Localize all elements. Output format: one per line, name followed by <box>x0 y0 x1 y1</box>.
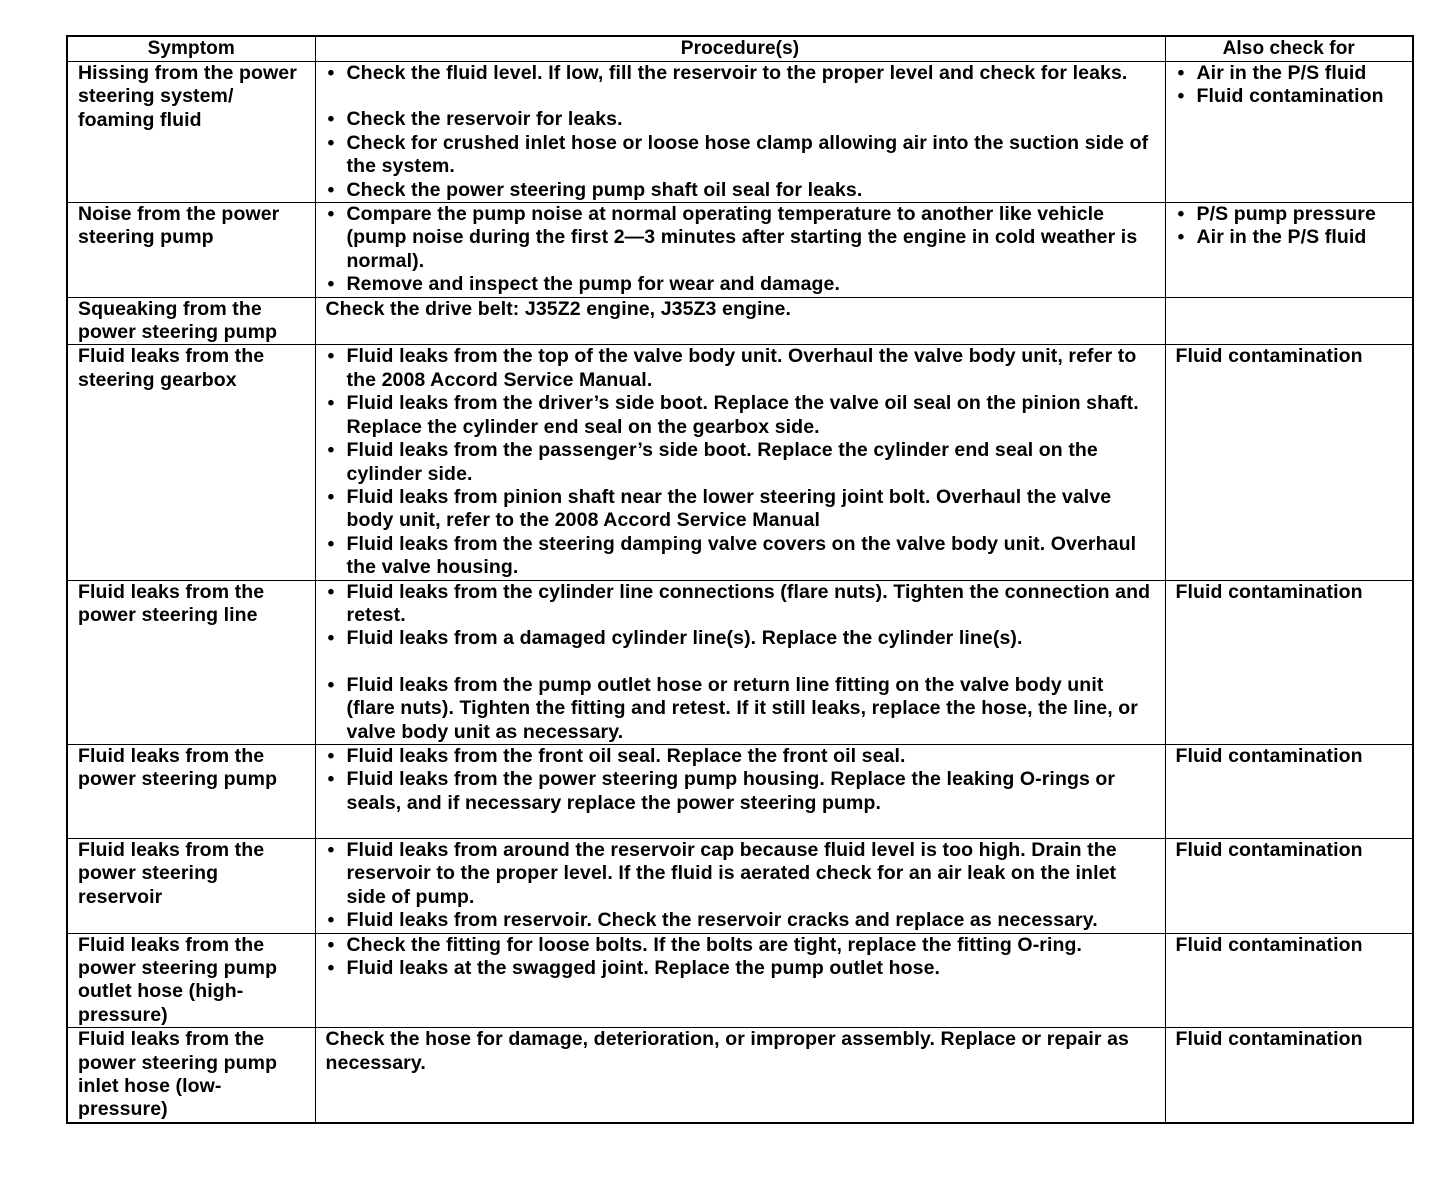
procedure-item: • Fluid leaks from the top of the valve body unit. Overhaul the valve body unit, refer to the 2008 Accord Service Manual. <box>326 345 1157 392</box>
also-check-cell: Fluid contamination <box>1165 838 1413 933</box>
symptom-cell: Fluid leaks from the power steering pump outlet hose (high-pressure) <box>67 933 315 1028</box>
table-row <box>67 1028 1413 1123</box>
procedure-item: • Check the power steering pump shaft oil seal for leaks. <box>326 179 1157 202</box>
symptom-cell: Fluid leaks from the power steering line <box>67 580 315 744</box>
table-row <box>67 933 1413 1028</box>
symptom-cell: Fluid leaks from the power steering pump inlet hose (low-pressure) <box>67 1028 315 1123</box>
also-check-item: • Fluid contamination <box>1176 85 1405 108</box>
procedure-item: • Fluid leaks from the power steering pump housing. Replace the leaking O-rings or seals, and if necessary replace the power steering pump. <box>326 768 1157 815</box>
table-row <box>67 203 1413 298</box>
symptom-cell: Noise from the power steering pump <box>67 203 315 298</box>
also-check-cell: Fluid contamination <box>1165 1028 1413 1123</box>
header-symptom: Symptom <box>67 36 315 62</box>
procedure-cell <box>315 744 1165 838</box>
procedure-cell <box>315 345 1165 580</box>
symptom-cell: Fluid leaks from the power steering reservoir <box>67 838 315 933</box>
also-check-cell: Fluid contamination <box>1165 580 1413 744</box>
also-check-list <box>1176 62 1405 109</box>
table-row <box>67 62 1413 203</box>
procedure-cell <box>315 838 1165 933</box>
also-check-item: • Air in the P/S fluid <box>1176 226 1405 249</box>
symptom-cell: Hissing from the power steering system/ foaming fluid <box>67 62 315 203</box>
procedure-cell <box>315 203 1165 298</box>
header-procedures: Procedure(s) <box>315 36 1165 62</box>
also-check-cell <box>1165 62 1413 203</box>
procedure-item: • Check for crushed inlet hose or loose hose clamp allowing air into the suction side of the system. <box>326 132 1157 179</box>
table-row <box>67 838 1413 933</box>
procedure-list <box>326 203 1157 297</box>
also-check-cell <box>1165 203 1413 298</box>
table-row <box>67 297 1413 345</box>
table-row <box>67 744 1413 838</box>
symptom-cell: Fluid leaks from the steering gearbox <box>67 345 315 580</box>
troubleshooting-table <box>66 35 1414 1124</box>
header-row <box>67 36 1413 62</box>
procedure-item: • Fluid leaks from reservoir. Check the reservoir cracks and replace as necessary. <box>326 909 1157 932</box>
procedure-cell <box>315 62 1165 203</box>
procedure-list <box>326 745 1157 815</box>
procedure-item: • Compare the pump noise at normal operating temperature to another like vehicle (pump noise during the first 2—3 minutes after starting the engine in cold weather is normal). <box>326 203 1157 273</box>
also-check-cell: Fluid contamination <box>1165 345 1413 580</box>
procedure-item: • Fluid leaks from the cylinder line connections (flare nuts). Tighten the connection and retest. <box>326 581 1157 628</box>
procedure-item: • Check the fitting for loose bolts. If the bolts are tight, replace the fitting O-ring. <box>326 934 1157 957</box>
procedure-list <box>326 934 1157 981</box>
procedure-item: • Fluid leaks from the steering damping valve covers on the valve body unit. Overhaul the valve housing. <box>326 533 1157 580</box>
procedure-item: • Fluid leaks from the front oil seal. Replace the front oil seal. <box>326 745 1157 768</box>
procedure-cell <box>315 297 1165 345</box>
procedure-item: • Fluid leaks from pinion shaft near the lower steering joint bolt. Overhaul the valve body unit, refer to the 2008 Accord Service Manual <box>326 486 1157 533</box>
procedure-item: • Fluid leaks from around the reservoir cap because fluid level is too high. Drain the reservoir to the proper level. If the fluid is aerated check for an air leak on the inlet side of pump. <box>326 839 1157 909</box>
procedure-cell <box>315 933 1165 1028</box>
procedure-list <box>326 839 1157 933</box>
also-check-list <box>1176 203 1405 250</box>
procedure-list <box>326 62 1157 202</box>
also-check-cell <box>1165 297 1413 345</box>
procedure-item: • Fluid leaks from a damaged cylinder line(s). Replace the cylinder line(s). <box>326 627 1157 650</box>
procedure-item: • Check the fluid level. If low, fill the reservoir to the proper level and check for leaks. <box>326 62 1157 85</box>
troubleshooting-sheet <box>66 35 1412 1124</box>
procedure-item: • Fluid leaks from the driver’s side boot. Replace the valve oil seal on the pinion shaft. Replace the cylinder end seal on the gearbox side. <box>326 392 1157 439</box>
procedure-text: Check the drive belt: J35Z2 engine, J35Z3 engine. <box>325 297 791 320</box>
also-check-cell: Fluid contamination <box>1165 933 1413 1028</box>
procedure-item: • Fluid leaks from the pump outlet hose or return line fitting on the valve body unit (flare nuts). Tighten the fitting and retest. If it still leaks, replace the hose, the line, or valve body unit as necessary. <box>326 674 1157 744</box>
also-check-item: • P/S pump pressure <box>1176 203 1405 226</box>
procedure-text: Check the hose for damage, deterioration, or improper assembly. Replace or repair as necessary. <box>325 1028 1129 1074</box>
procedure-item: • Fluid leaks at the swagged joint. Replace the pump outlet hose. <box>326 957 1157 980</box>
procedure-item: • Remove and inspect the pump for wear and damage. <box>326 273 1157 296</box>
symptom-cell: Squeaking from the power steering pump <box>67 297 315 345</box>
also-check-cell: Fluid contamination <box>1165 744 1413 838</box>
procedure-list <box>326 581 1157 744</box>
also-check-item: • Air in the P/S fluid <box>1176 62 1405 85</box>
procedure-list <box>326 345 1157 579</box>
procedure-cell <box>315 580 1165 744</box>
procedure-item: • Check the reservoir for leaks. <box>326 108 1157 131</box>
procedure-cell <box>315 1028 1165 1123</box>
procedure-item: • Fluid leaks from the passenger’s side boot. Replace the cylinder end seal on the cylinder side. <box>326 439 1157 486</box>
symptom-cell: Fluid leaks from the power steering pump <box>67 744 315 838</box>
table-row <box>67 580 1413 744</box>
header-also-check: Also check for <box>1165 36 1413 62</box>
table-row <box>67 345 1413 580</box>
